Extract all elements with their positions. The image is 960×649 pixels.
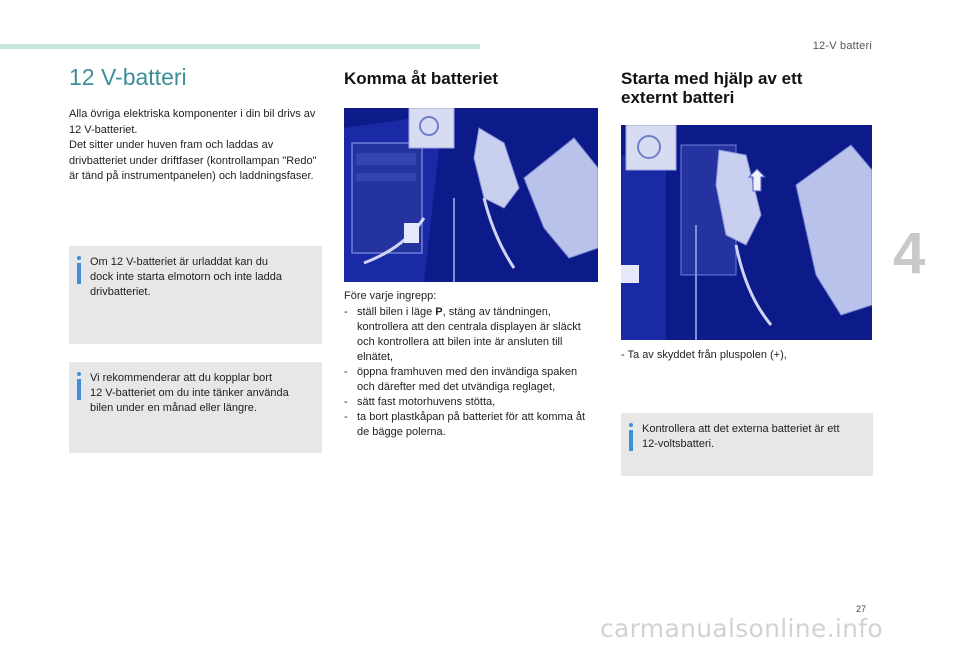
info-note-discharged bbox=[69, 246, 322, 344]
steps-intro: Före varje ingrepp: bbox=[344, 290, 437, 302]
page-title: 12 V-batteri bbox=[69, 64, 187, 90]
list-dash: - bbox=[344, 396, 348, 408]
list-item bbox=[344, 365, 594, 395]
gear-label: P bbox=[435, 306, 443, 318]
info-icon bbox=[76, 372, 82, 400]
intro-paragraph: Alla övriga elektriska komponenter i din bil drivs av 12 V-batteriet. Det sitter under huven fram och laddas av drivbatteriet under driftfaser (kontrollampan "Redo" är tänd på instrumentpanelen) och laddningsfaser. bbox=[69, 108, 317, 182]
list-dash: - bbox=[344, 411, 348, 423]
note-text: Kontrollera att det externa batteriet är ett 12-voltsbatteri. bbox=[642, 423, 840, 450]
header-accent-bar bbox=[0, 44, 480, 49]
step-text: ta bort plastkåpan på batteriet för att komma åt de bägge polerna. bbox=[357, 411, 586, 438]
info-note-external-battery bbox=[621, 413, 873, 476]
jumpstart-step: - Ta av skyddet från pluspolen (+), bbox=[621, 349, 787, 361]
info-note-disconnect bbox=[69, 362, 322, 453]
section-title-jumpstart: Starta med hjälp av ett externt batteri bbox=[621, 69, 803, 107]
section-title-access: Komma åt batteriet bbox=[344, 69, 498, 88]
step-text: ställ bilen i läge bbox=[357, 306, 436, 318]
note-text: Om 12 V-batteriet är urladdat kan du dock inte starta elmotorn och inte ladda drivbatteriet. bbox=[90, 256, 283, 298]
list-dash: - bbox=[344, 366, 348, 378]
step-text: sätt fast motorhuvens stötta, bbox=[357, 396, 496, 408]
chapter-number: 4 bbox=[893, 221, 926, 286]
list-item bbox=[344, 410, 594, 440]
list-item bbox=[344, 395, 594, 410]
page-number: 27 bbox=[856, 604, 867, 614]
list-item bbox=[344, 305, 594, 365]
watermark: carmanualsonline.info bbox=[600, 614, 883, 643]
note-text: Vi rekommenderar att du kopplar bort 12 V-batteriet om du inte tänker använda bilen under en månad eller längre. bbox=[90, 372, 289, 414]
header-title: 12-V batteri bbox=[812, 40, 872, 52]
step-text: öppna framhuven med den invändiga spaken och därefter med det utvändiga reglaget, bbox=[357, 366, 578, 393]
battery-terminal-photo bbox=[621, 125, 872, 340]
info-icon bbox=[628, 423, 634, 451]
access-steps-list bbox=[344, 305, 594, 440]
list-dash: - bbox=[344, 306, 348, 318]
step-text-rest: , stäng av tändningen, kontrollera att den centrala displayen är släckt och kontrollera att bilen inte är ansluten till elnätet, bbox=[357, 306, 581, 363]
info-icon bbox=[76, 256, 82, 284]
engine-bay-photo bbox=[344, 108, 598, 282]
